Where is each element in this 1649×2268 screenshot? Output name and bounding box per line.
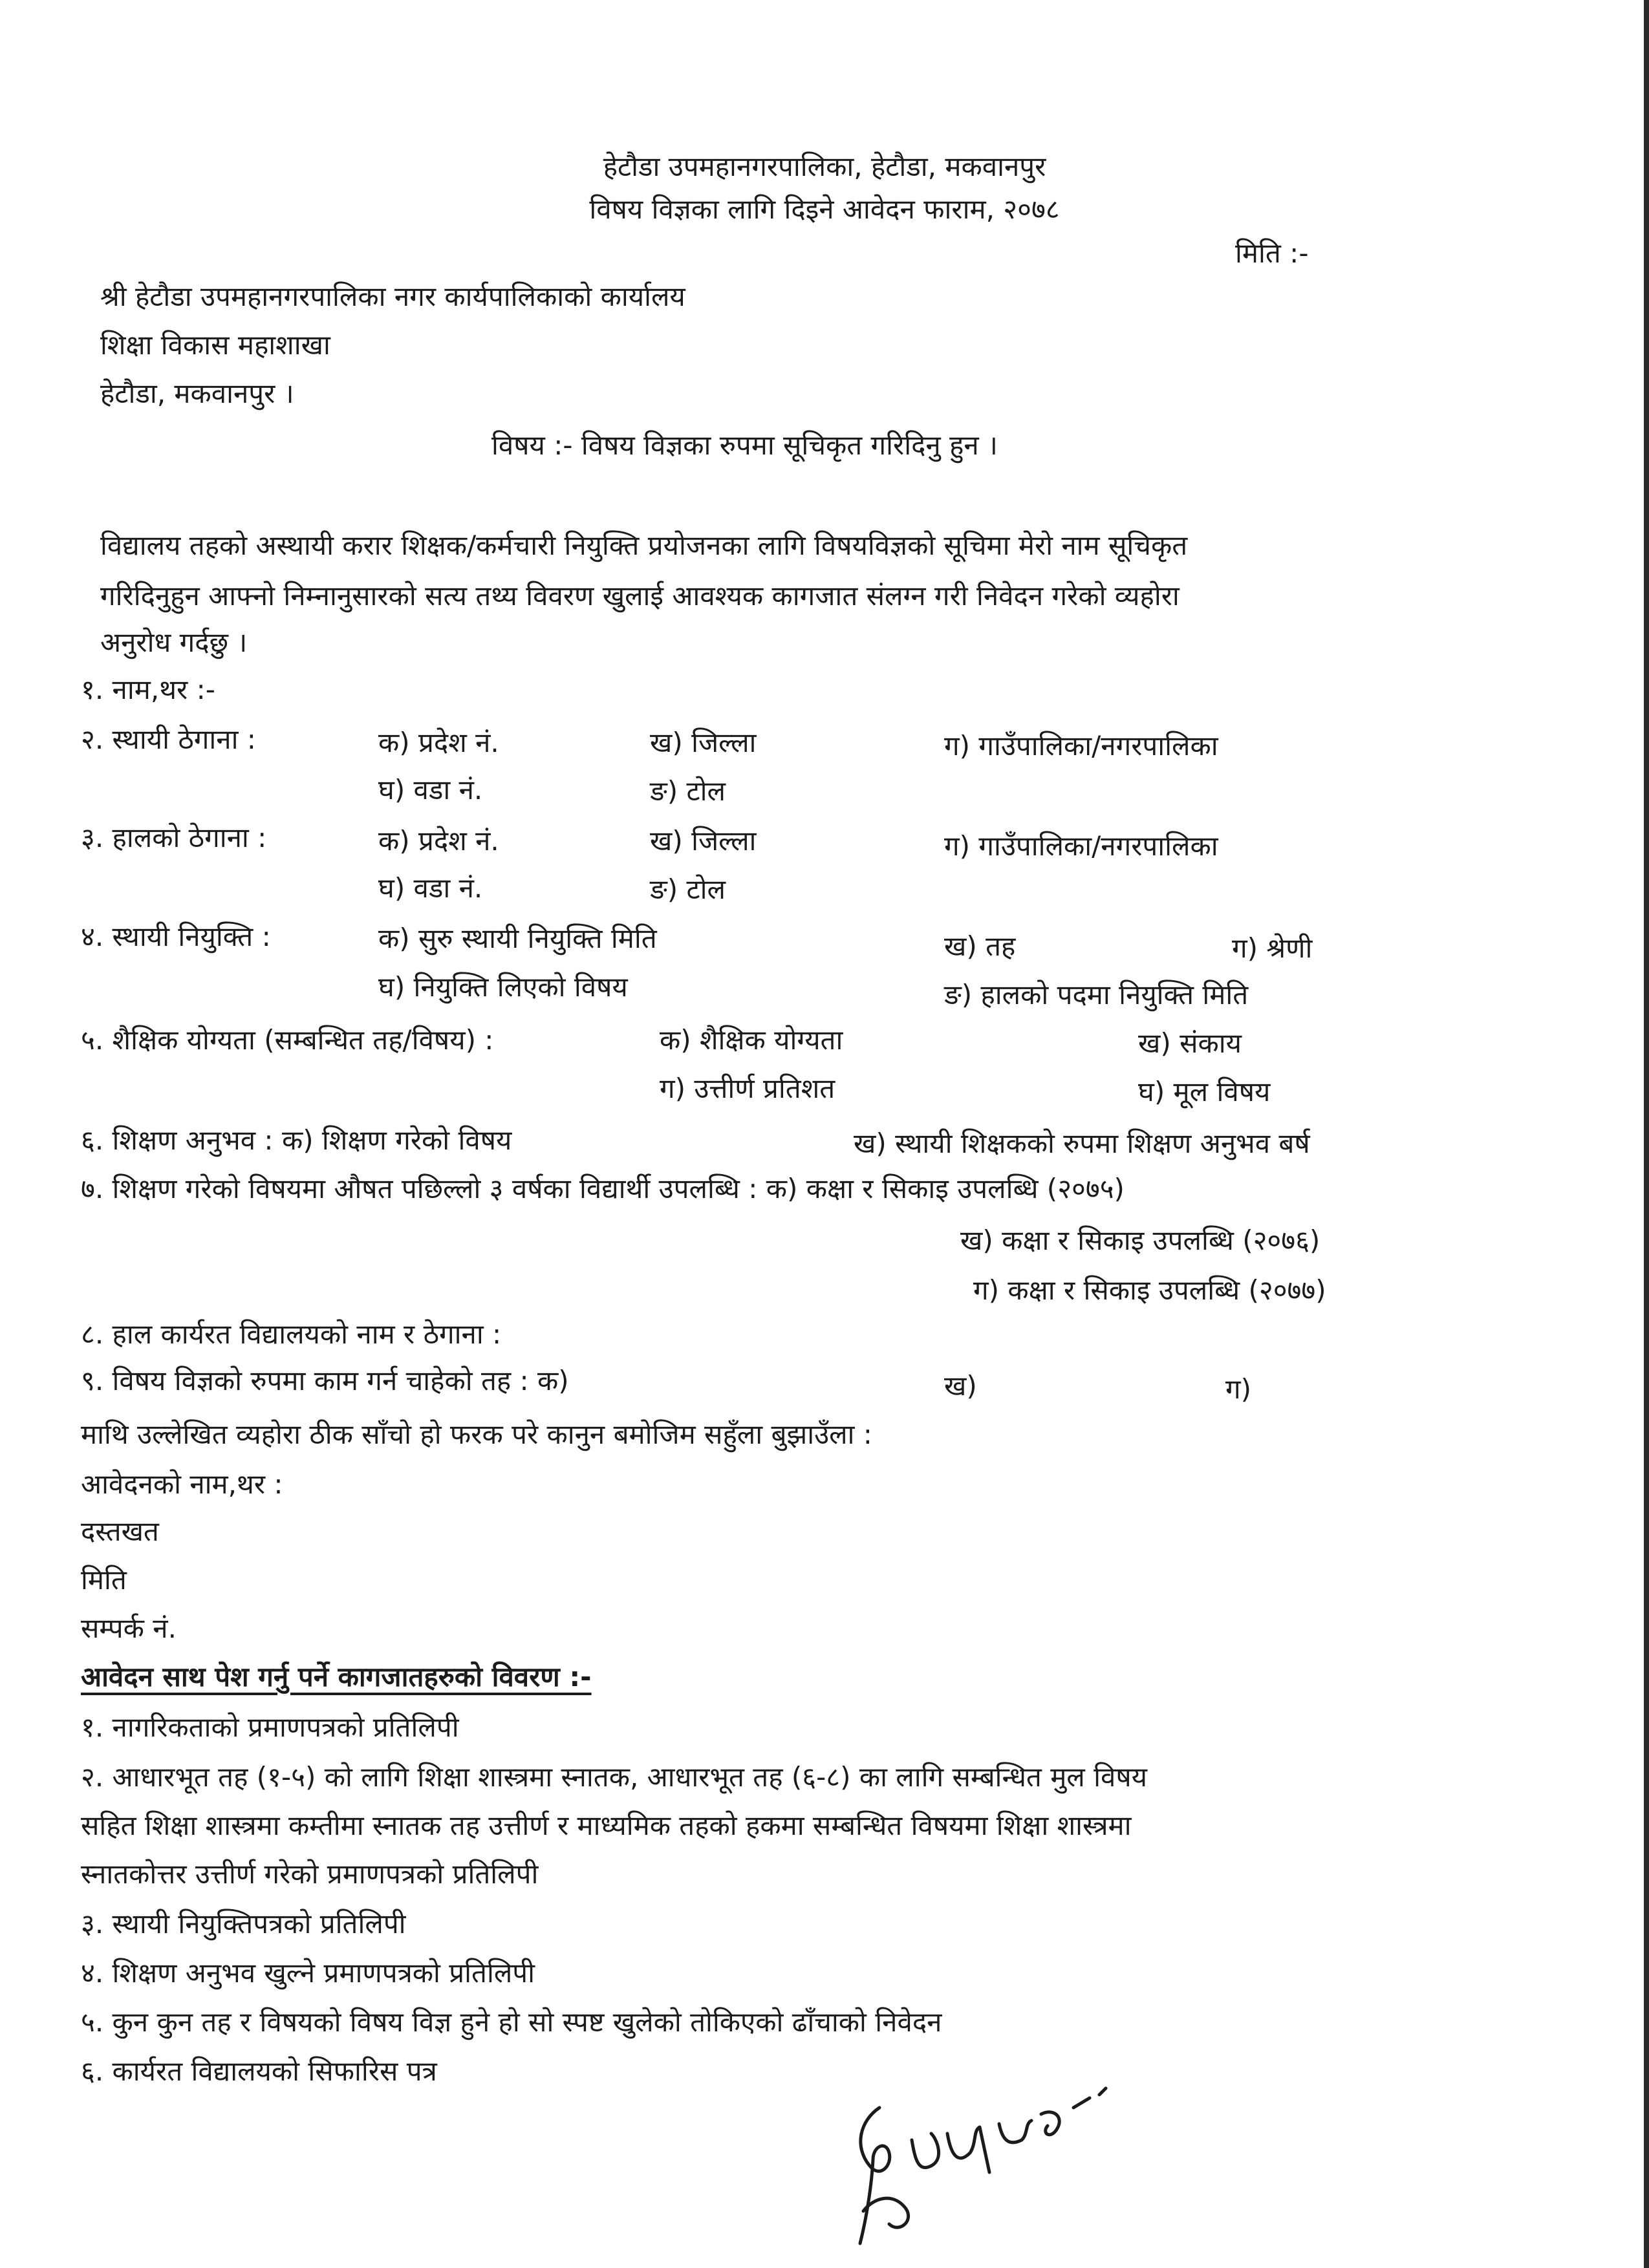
first-appointment-date: क) सुरु स्थायी नियुक्ति मिति: [378, 923, 657, 954]
current-municipality: ग) गाउँपालिका/नगरपालिका: [944, 830, 1218, 862]
current-post-appointment-date: ङ) हालको पदमा नियुक्ति मिति: [944, 979, 1249, 1011]
office-title: हेटौडा उपमहानगरपालिका, हेटौडा, मकवानपुर: [603, 151, 1046, 182]
education-label: ५. शैक्षिक योग्यता (सम्बन्धित तह/विषय) :: [81, 1024, 494, 1056]
field-name: १. नाम,थर :-: [81, 674, 215, 705]
teaching-experience-years: ख) स्थायी शिक्षकको रुपमा शिक्षण अनुभव बर्ष: [854, 1128, 1310, 1159]
permanent-municipality: ग) गाउँपालिका/नगरपालिका: [944, 730, 1218, 762]
current-ward: घ) वडा नं.: [378, 872, 483, 904]
appointment-grade: ग) श्रेणी: [1232, 932, 1313, 964]
expert-level-c: ग): [1225, 1373, 1252, 1405]
scan-edge: [1644, 0, 1649, 2268]
permanent-district: ख) जिल्ला: [650, 727, 757, 758]
documents-heading: आवेदन साथ पेश गर्नु पर्ने कागजातहरुको विवरण :-: [81, 1661, 592, 1693]
student-achievement-2075: ७. शिक्षण गरेको विषयमा औषत पछिल्लो ३ वर्षका विद्यार्थी उपलब्धि : क) कक्षा र सिकाइ उपलब्धि (२०७५): [81, 1173, 1125, 1204]
permanent-province: क) प्रदेश नं.: [378, 727, 499, 758]
document-school-recommendation: ६. कार्यरत विद्यालयको सिफारिस पत्र: [81, 2055, 437, 2087]
permanent-address-label: २. स्थायी ठेगाना :: [81, 723, 256, 755]
permanent-tole: ङ) टोल: [650, 775, 726, 807]
teaching-experience-subject: ६. शिक्षण अनुभव : क) शिक्षण गरेको विषय: [81, 1124, 512, 1156]
document-citizenship: १. नागरिकताको प्रमाणपत्रको प्रतिलिपी: [81, 1711, 459, 1743]
applicant-signature: दस्तखत: [81, 1515, 159, 1547]
document-application-format: ५. कुन कुन तह र विषयको विषय विज्ञ हुने हो सो स्पष्ट खुलेको तोकिएको ढाँचाको निवेदन: [81, 2006, 942, 2038]
recipient-location: हेटौडा, मकवानपुर ।: [100, 378, 294, 409]
body-line-1: विद्यालय तहको अस्थायी करार शिक्षक/कर्मचारी नियुक्ति प्रयोजनका लागि विषयविज्ञको सूचिमा मेरो नाम सूचिकृत: [100, 530, 1188, 561]
current-district: ख) जिल्ला: [650, 825, 757, 857]
subject-line: विषय :- विषय विज्ञका रुपमा सूचिकृत गरिदिनु हुन ।: [491, 429, 998, 461]
applicant-name: आवेदनको नाम,थर :: [81, 1468, 283, 1500]
education-pass-percent: ग) उत्तीर्ण प्रतिशत: [660, 1073, 835, 1104]
document-experience-certificate: ४. शिक्षण अनुभव खुल्ने प्रमाणपत्रको प्रतिलिपी: [81, 1957, 535, 1989]
body-line-3: अनुरोध गर्दछु ।: [100, 626, 248, 658]
current-province: क) प्रदेश नं.: [378, 825, 499, 857]
expert-level-a: ९. विषय विज्ञको रुपमा काम गर्न चाहेको तह : क): [81, 1365, 569, 1396]
form-title: विषय विज्ञका लागि दिइने आवेदन फाराम, २०७८: [589, 193, 1060, 225]
education-qualification: क) शैक्षिक योग्यता: [660, 1024, 843, 1056]
recipient-division: शिक्षा विकास महाशाखा: [100, 329, 330, 361]
permanent-appointment-label: ४. स्थायी नियुक्ति :: [81, 921, 271, 952]
current-school: ८. हाल कार्यरत विद्यालयको नाम र ठेगाना :: [81, 1318, 502, 1350]
document-appointment-letter: ३. स्थायी नियुक्तिपत्रको प्रतिलिपी: [81, 1908, 406, 1940]
applicant-contact: सम्पर्क नं.: [81, 1612, 177, 1644]
student-achievement-2077: ग) कक्षा र सिकाइ उपलब्धि (२०७७): [973, 1274, 1326, 1306]
appointment-subject: घ) नियुक्ति लिएको विषय: [378, 971, 628, 1003]
expert-level-b: ख): [944, 1370, 977, 1402]
handwritten-signature: [834, 2069, 1138, 2263]
document-degree-line-2: सहित शिक्षा शास्त्रमा कम्तीमा स्नातक तह उत्तीर्ण र माध्यमिक तहको हकमा सम्बन्धित विषयमा शिक्षा शास्त्रमा: [81, 1810, 1132, 1841]
recipient-office: श्री हेटौडा उपमहानगरपालिका नगर कार्यपालिकाको कार्यालय: [100, 281, 685, 312]
document-degree-line-1: २. आधारभूत तह (१-५) को लागि शिक्षा शास्त्रमा स्नातक, आधारभूत तह (६-८) का लागि सम्बन्धित मुल विषय: [81, 1761, 1148, 1793]
permanent-ward: घ) वडा नं.: [378, 774, 483, 806]
student-achievement-2076: ख) कक्षा र सिकाइ उपलब्धि (२०७६): [960, 1225, 1320, 1256]
applicant-date: मिति: [81, 1564, 127, 1596]
education-major-subject: घ) मूल विषय: [1138, 1076, 1271, 1107]
current-address-label: ३. हालको ठेगाना :: [81, 822, 267, 853]
document-degree-line-3: स्नातकोत्तर उत्तीर्ण गरेको प्रमाणपत्रको प्रतिलिपी: [81, 1858, 539, 1890]
education-faculty: ख) संकाय: [1138, 1027, 1242, 1059]
appointment-level: ख) तह: [944, 930, 1016, 962]
current-tole: ङ) टोल: [650, 873, 726, 905]
date-label: मिति :-: [1235, 237, 1309, 269]
body-line-2: गरिदिनुहुन आफ्नो निम्नानुसारको सत्य तथ्य विवरण खुलाई आवश्यक कागजात संलग्न गरी निवेदन गरेको व्यहोरा: [100, 580, 1180, 612]
declaration: माथि उल्लेखित व्यहोरा ठीक साँचो हो फरक परे कानुन बमोजिम सहुँला बुझाउँला :: [81, 1418, 872, 1450]
